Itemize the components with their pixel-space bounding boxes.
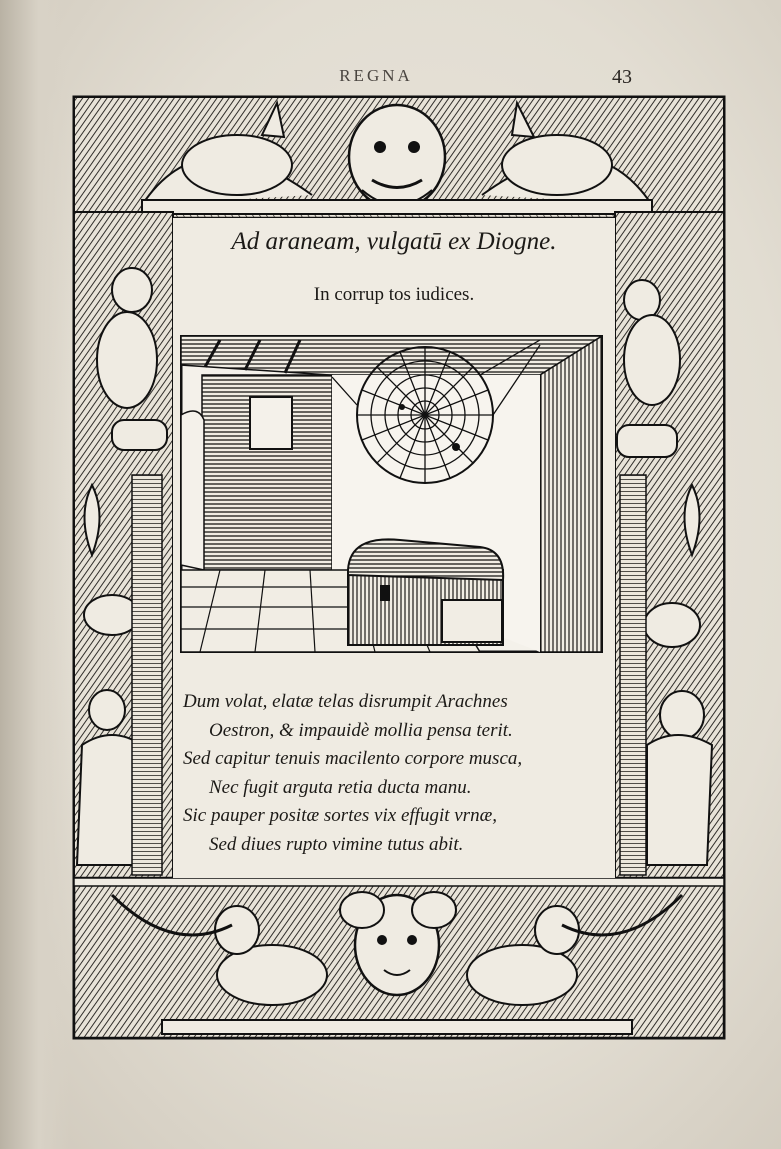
verse-line: Dum volat, elatæ telas disrumpit Arachnes (183, 691, 508, 712)
page-number: 43 (612, 66, 632, 88)
running-head: REGNA (339, 66, 413, 85)
verse-line: Sic pauper positæ sortes vix effugit vrnæ, (183, 805, 498, 826)
chest-icon (348, 539, 503, 645)
emblem-verse (183, 688, 613, 859)
emblem-motto: Ad araneam, vulgatū ex Diogne. (231, 228, 557, 255)
page-gutter-shadow (0, 0, 70, 1149)
emblem-subtitle: In corrup tos iudices. (313, 284, 475, 305)
verse-line: Oestron, & impauidè mollia pensa terit. (209, 719, 513, 741)
verse-line: Sed capitur tenuis macilento corpore musca, (183, 748, 523, 769)
spider-web-room-icon (180, 335, 603, 653)
verse-line: Nec fugit arguta retia ducta manu. (209, 776, 472, 798)
verse-line: Sed diues rupto vimine tutus abit. (209, 833, 464, 855)
